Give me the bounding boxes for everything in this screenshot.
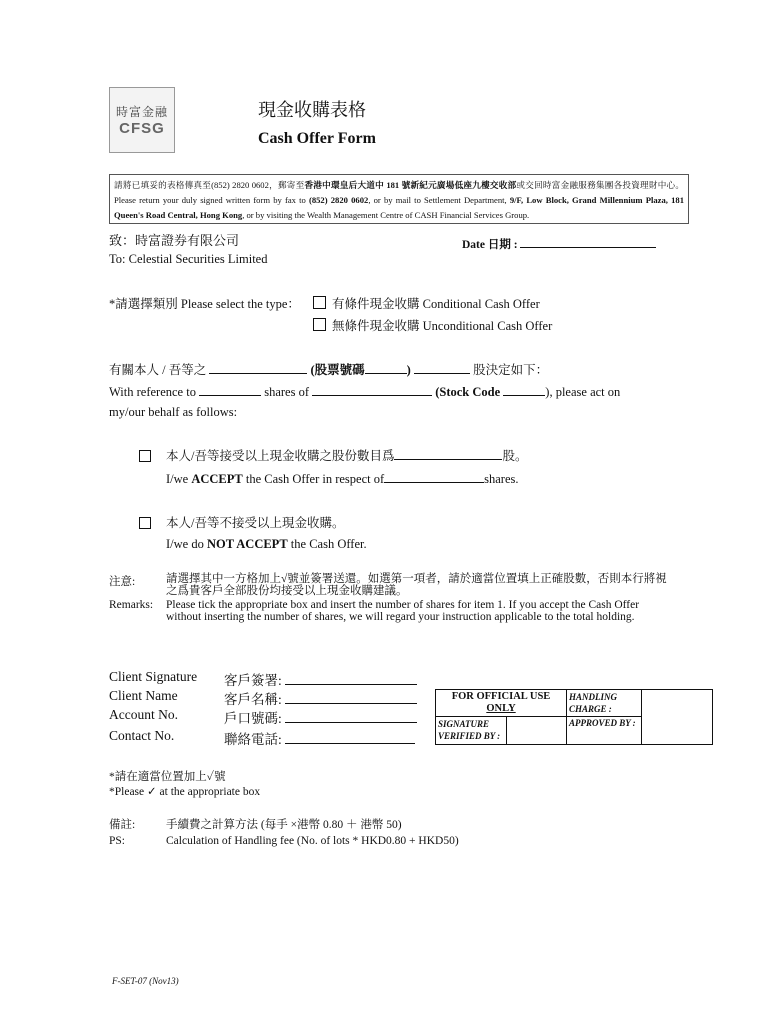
reference-chinese bbox=[109, 360, 548, 378]
reference-en-shares-line[interactable] bbox=[199, 383, 261, 396]
reference-zh-a: 有關本人 / 吾等之 bbox=[109, 363, 207, 377]
reference-zh-code-line[interactable] bbox=[365, 361, 407, 374]
remarks-zh-line1: 請選擇其中一方格加上√號並簽署送還。如選第一項者，請於適當位置填上正確股數，否則本行將視 bbox=[166, 573, 667, 585]
accept-zh-shares-line[interactable] bbox=[394, 447, 502, 460]
reject-en-a: I/we do bbox=[166, 537, 207, 551]
accept-checkbox[interactable] bbox=[139, 448, 157, 466]
remarks-en-label: Remarks: bbox=[109, 599, 154, 611]
reference-zh-c: 股決定如下： bbox=[473, 363, 549, 377]
account-no-zh: 戶口號碼: bbox=[224, 711, 282, 726]
contact-no-field bbox=[224, 728, 415, 748]
remarks-zh-line2: 之爲貴客戶全部股份均接受以上現金收購建議。 bbox=[166, 585, 408, 597]
reference-en-stock-line[interactable] bbox=[312, 383, 432, 396]
notice-en-c: , or by visiting the Wealth Management Centre of CASH Financial Services Group. bbox=[242, 210, 530, 220]
reference-en-d: my/our behalf as follows: bbox=[109, 405, 238, 419]
reject-en-b: the Cash Offer. bbox=[287, 537, 367, 551]
reference-zh-b: ) bbox=[406, 363, 411, 377]
date-label: Date 日期 : bbox=[462, 239, 518, 251]
remarks-english bbox=[166, 599, 639, 623]
client-name-field bbox=[224, 688, 417, 708]
unconditional-checkbox[interactable] bbox=[313, 318, 326, 331]
handling-charge-cell bbox=[567, 690, 642, 717]
client-name-zh: 客戶名稱: bbox=[224, 692, 282, 707]
reference-zh-stock-line[interactable] bbox=[209, 361, 307, 374]
reject-checkbox-square[interactable] bbox=[139, 517, 151, 529]
client-name-en: Client Name bbox=[109, 688, 178, 703]
reference-en-b: shares of bbox=[264, 385, 309, 399]
for-official-line2: ONLY bbox=[486, 703, 516, 714]
notice-en-address: 9/F, Low Block, Grand Millennium Plaza, 181 Queen's Road Central, Hong Kong bbox=[114, 195, 684, 220]
reference-en-code-line[interactable] bbox=[503, 383, 545, 396]
return-instructions-box bbox=[109, 174, 689, 224]
accept-en-b: the Cash Offer in respect of bbox=[242, 472, 385, 486]
notice-en-a: Please return your duly signed written form by fax to bbox=[114, 195, 309, 205]
approved-by-cell bbox=[567, 717, 642, 745]
remarks-en-line1: Please tick the appropriate box and insert the number of shares for item 1. If you accept the Cash Offer bbox=[166, 599, 640, 611]
accept-zh-a: 本人/吾等接受以上現金收購之股份數目爲 bbox=[166, 449, 395, 463]
form-title-chinese: 現金收購表格 bbox=[258, 100, 366, 120]
select-type-label: *請選擇類別 Please select the type： bbox=[109, 297, 300, 311]
client-name-line[interactable] bbox=[285, 690, 417, 704]
recipient-english: To: Celestial Securities Limited bbox=[109, 252, 268, 266]
option-conditional[interactable] bbox=[313, 294, 540, 312]
signature-line1: SIGNATURE bbox=[438, 719, 490, 729]
for-official-use-cell bbox=[436, 690, 567, 717]
recipient-chinese: 致：時富證券有限公司 bbox=[109, 233, 240, 248]
date-input-line[interactable] bbox=[520, 234, 656, 248]
reference-en-a: With reference to bbox=[109, 385, 196, 399]
reference-zh-shares-line[interactable] bbox=[414, 361, 470, 374]
accept-en-a: I/we bbox=[166, 472, 192, 486]
remarks-zh-label: 注意: bbox=[109, 576, 136, 588]
signature-verified-space[interactable] bbox=[507, 717, 566, 744]
reject-chinese: 本人/吾等不接受以上現金收購。 bbox=[166, 516, 345, 530]
approval-space-cell[interactable] bbox=[642, 690, 713, 745]
notice-fax-number: (852) 2820 0602 bbox=[308, 195, 369, 205]
conditional-checkbox[interactable] bbox=[313, 296, 326, 309]
reject-english bbox=[166, 537, 367, 552]
account-no-en: Account No. bbox=[109, 707, 178, 722]
client-sig-zh: 客戶簽署: bbox=[224, 673, 282, 688]
company-logo bbox=[109, 87, 175, 153]
ps-zh-text: 手續費之計算方法 (每手 ×港幣 0.80 ＋ 港幣 50) bbox=[166, 819, 402, 831]
tick-note-en: *Please ✓ at the appropriate box bbox=[109, 786, 261, 798]
reference-english bbox=[109, 383, 620, 400]
form-title-english: Cash Offer Form bbox=[258, 130, 376, 147]
accept-english bbox=[166, 470, 519, 487]
client-sig-en: Client Signature bbox=[109, 669, 198, 684]
notice-zh-address: 香港中環皇后大道中 181 號新紀元廣場低座九樓交收部 bbox=[304, 180, 517, 190]
client-signature-line[interactable] bbox=[285, 671, 417, 685]
for-official-line1: FOR OFFICIAL USE bbox=[451, 691, 551, 702]
date-field bbox=[462, 234, 656, 252]
remarks-en-line2: without inserting the number of shares, we will regard your instruction applicable to the total holding. bbox=[166, 611, 635, 623]
reference-en-c: ), please act on bbox=[545, 385, 621, 399]
approved-by-label: APPROVED BY : bbox=[569, 718, 636, 728]
contact-no-zh: 聯絡電話: bbox=[224, 732, 282, 747]
ps-en-label: PS: bbox=[109, 835, 125, 847]
conditional-label: 有條件現金收購 Conditional Cash Offer bbox=[332, 297, 540, 311]
accept-checkbox-square[interactable] bbox=[139, 450, 151, 462]
form-code-footer: F-SET-07 (Nov13) bbox=[112, 976, 179, 986]
accept-en-bold: ACCEPT bbox=[191, 472, 243, 486]
accept-en-shares-line[interactable] bbox=[384, 470, 484, 483]
accept-chinese bbox=[166, 446, 528, 464]
notice-en-b: , or by mail to Settlement Department, bbox=[368, 195, 510, 205]
accept-zh-b: 股。 bbox=[502, 449, 528, 463]
account-no-field bbox=[224, 707, 417, 727]
reference-en-code-label: (Stock Code bbox=[435, 385, 501, 399]
reference-zh-code-label: (股票號碼 bbox=[310, 363, 365, 377]
ps-zh-label: 備註: bbox=[109, 819, 136, 831]
reject-checkbox[interactable] bbox=[139, 515, 157, 533]
account-no-line[interactable] bbox=[285, 709, 417, 723]
reject-en-bold: NOT ACCEPT bbox=[206, 537, 288, 551]
official-use-table bbox=[435, 689, 713, 745]
tick-note-zh: *請在適當位置加上✓號 bbox=[109, 771, 226, 783]
signature-verified-cell bbox=[436, 717, 567, 745]
signature-line2: VERIFIED BY : bbox=[438, 731, 501, 741]
handling-line1: HANDLING bbox=[569, 692, 618, 702]
remarks-chinese bbox=[166, 573, 667, 597]
logo-chinese-text: 時富金融 bbox=[115, 105, 168, 119]
notice-zh-c: 或交回時富金融服務集團各投資理財中心。 bbox=[516, 180, 684, 190]
accept-en-c: shares. bbox=[484, 472, 519, 486]
contact-no-en: Contact No. bbox=[109, 728, 175, 743]
logo-english-text: CFSG bbox=[119, 120, 165, 137]
option-unconditional[interactable] bbox=[313, 316, 552, 334]
handling-line2: CHARGE : bbox=[569, 704, 612, 714]
notice-zh-a: 請將已填妥的表格傳真至(852) 2820 0602，郵寄至 bbox=[114, 180, 305, 190]
ps-en-text: Calculation of Handling fee (No. of lots * HKD0.80 + HKD50) bbox=[166, 835, 459, 847]
contact-no-line[interactable] bbox=[285, 730, 415, 744]
signature-verified-label bbox=[436, 717, 507, 744]
client-signature-field bbox=[224, 669, 417, 689]
unconditional-label: 無條件現金收購 Unconditional Cash Offer bbox=[332, 319, 553, 333]
